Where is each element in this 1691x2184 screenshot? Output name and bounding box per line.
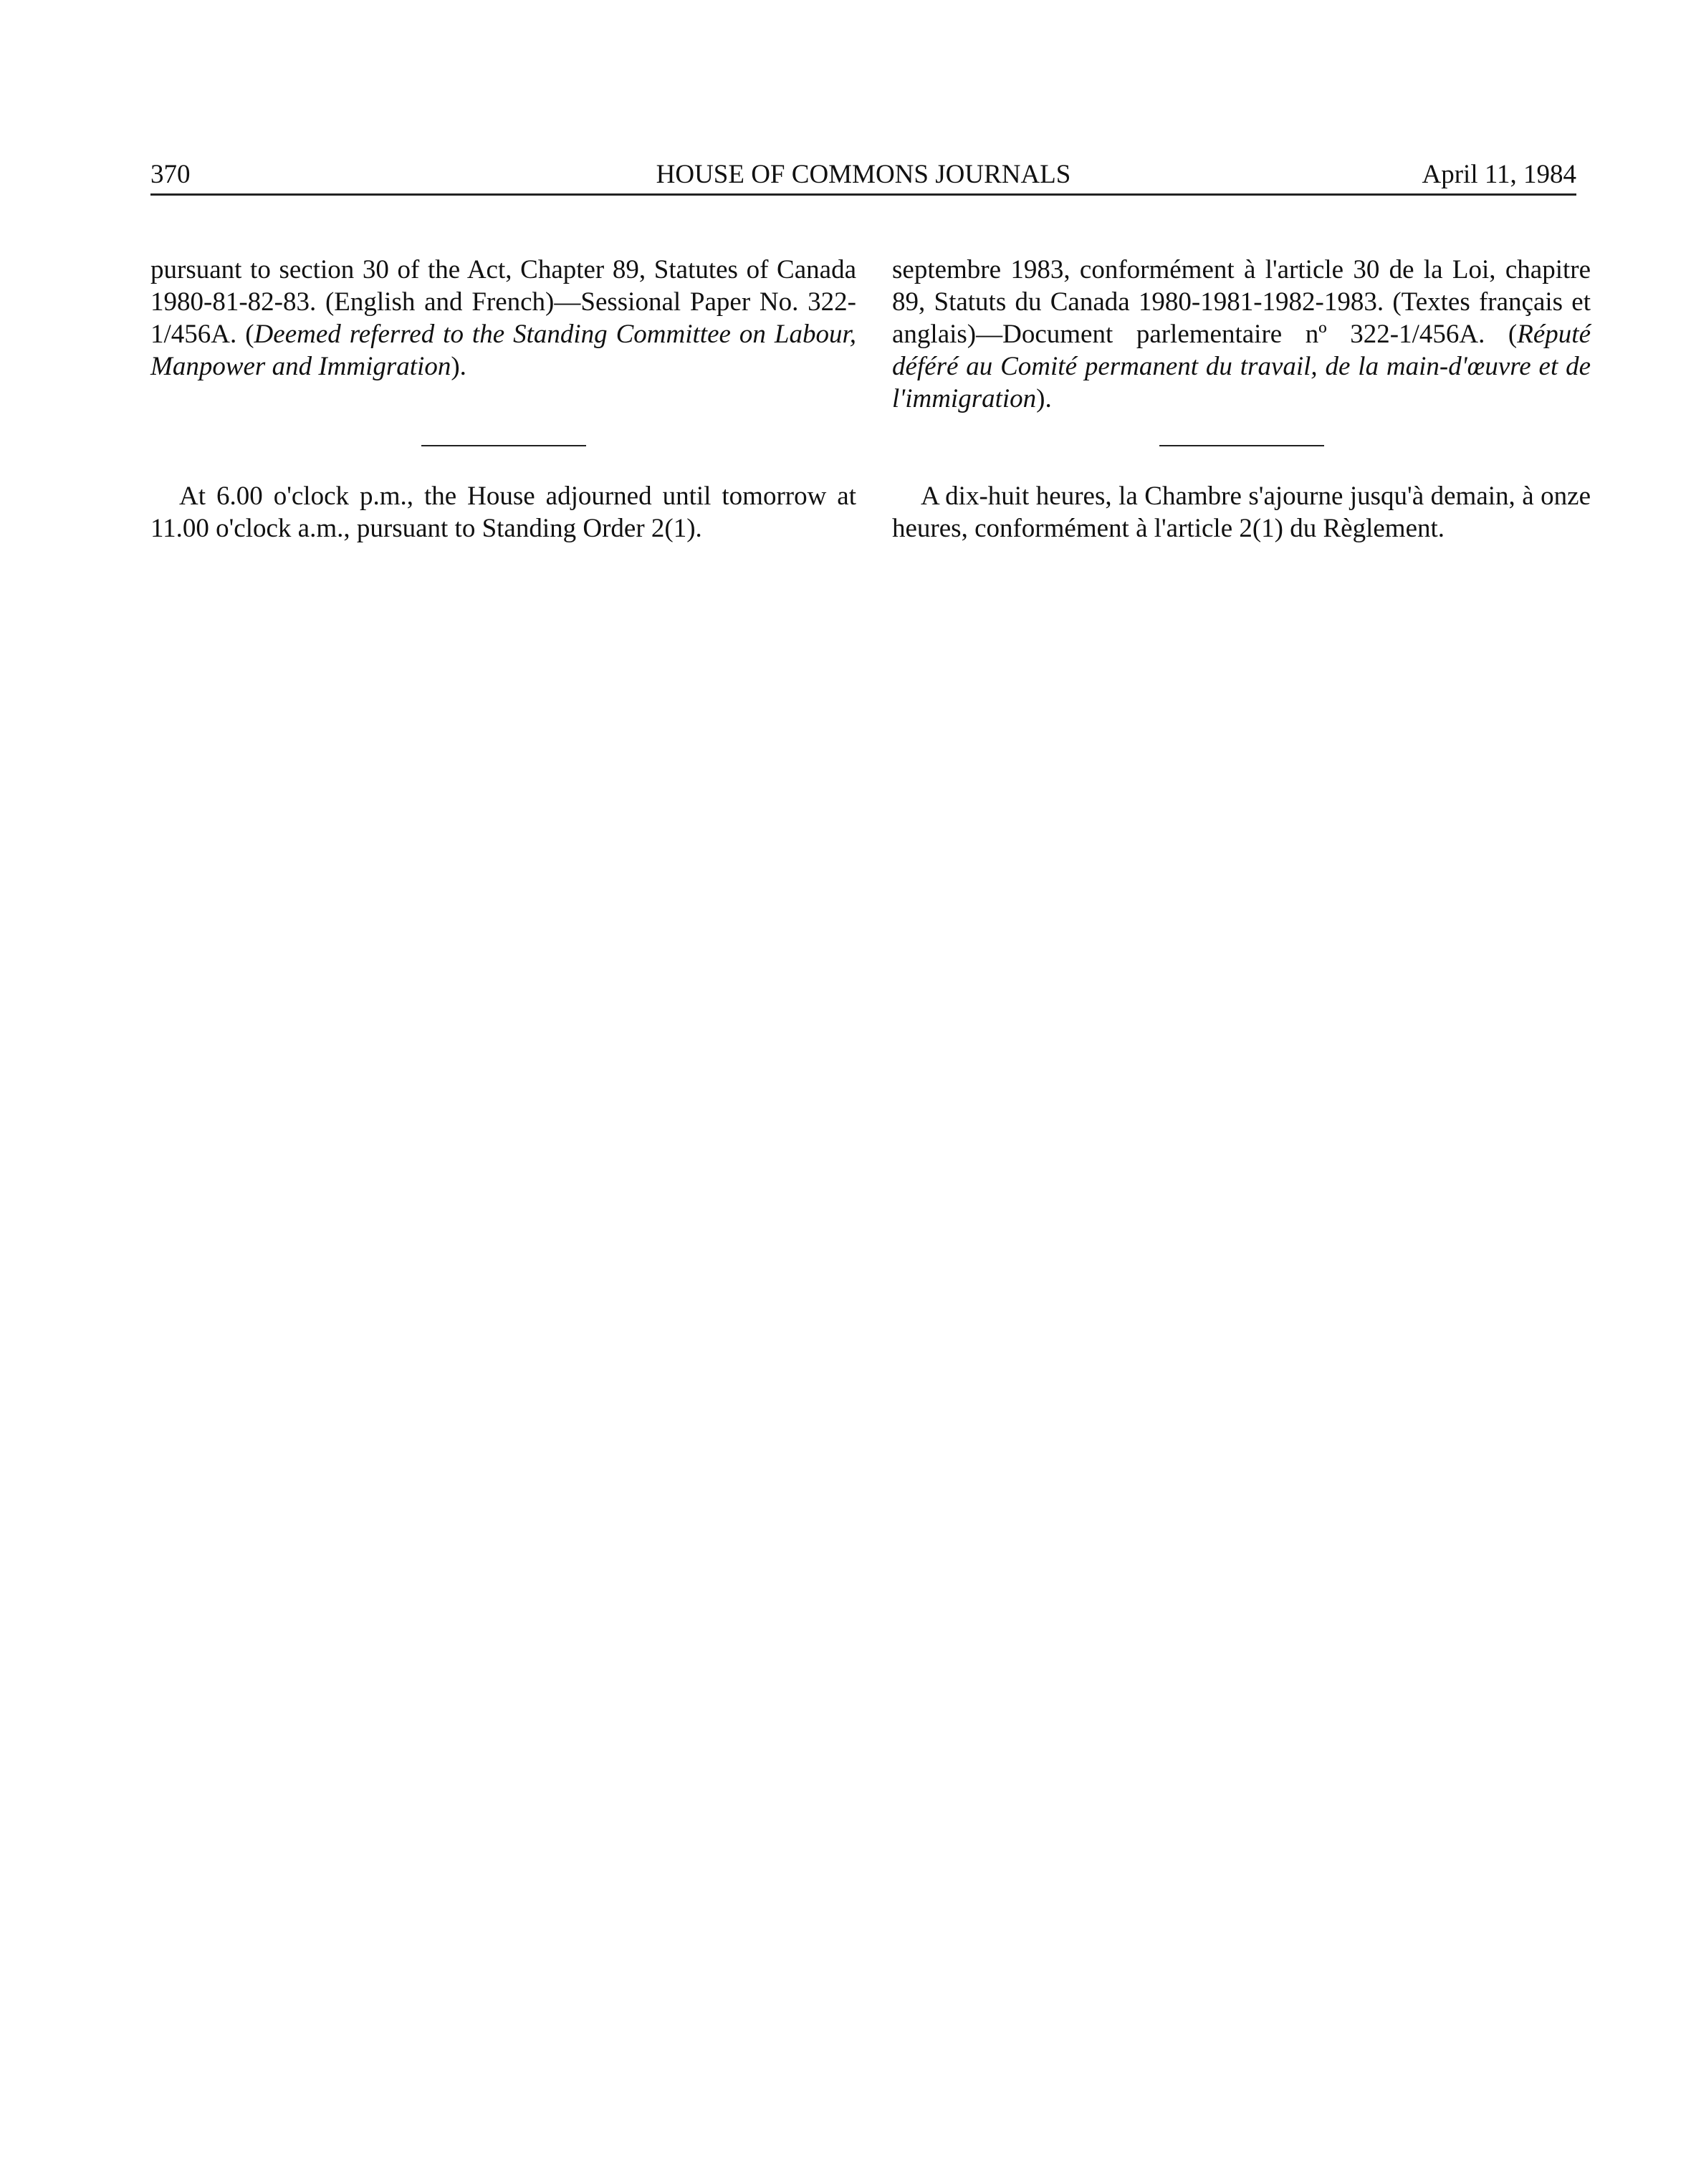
page-number: 370 — [150, 160, 191, 189]
french-section-divider — [1159, 445, 1324, 446]
english-paper-text: pursuant to section 30 of the Act, Chapter 89, Statutes of Canada 1980-81-82-83. (English and French)—Sessional Paper No. 322-1/456A. ( — [150, 255, 856, 349]
french-paper-referral: Réputé déféré au Comité permanent du travail, de la main-d'œuvre et de l'immigration — [892, 320, 1591, 413]
french-column — [892, 254, 1591, 415]
french-paper-close: ). — [1036, 384, 1052, 413]
french-sessional-paper-paragraph — [892, 254, 1591, 415]
page-header — [150, 156, 1576, 196]
english-sessional-paper-paragraph — [150, 254, 856, 383]
french-adjournment-paragraph: A dix-huit heures, la Chambre s'ajourne jusqu'à demain, à onze heures, conformément à l'article 2(1) du Règlement. — [892, 482, 1591, 543]
journal-date: April 11, 1984 — [1422, 160, 1576, 189]
english-paper-close: ). — [451, 352, 466, 381]
journal-title: HOUSE OF COMMONS JOURNALS — [656, 160, 1071, 189]
english-column — [150, 254, 856, 383]
english-adjournment-paragraph: At 6.00 o'clock p.m., the House adjourned until tomorrow at 11.00 o'clock a.m., pursuant to Standing Order 2(1). — [150, 482, 856, 543]
french-paper-text: septembre 1983, conformément à l'article 30 de la Loi, chapitre 89, Statuts du Canada 1980-1981-1982-1983. (Textes français et anglais)—Document parlementaire nº 322-1/456A. ( — [892, 255, 1591, 349]
english-paper-referral: Deemed referred to the Standing Committee on Labour, Manpower and Immigration — [150, 320, 856, 381]
english-section-divider — [421, 445, 586, 446]
